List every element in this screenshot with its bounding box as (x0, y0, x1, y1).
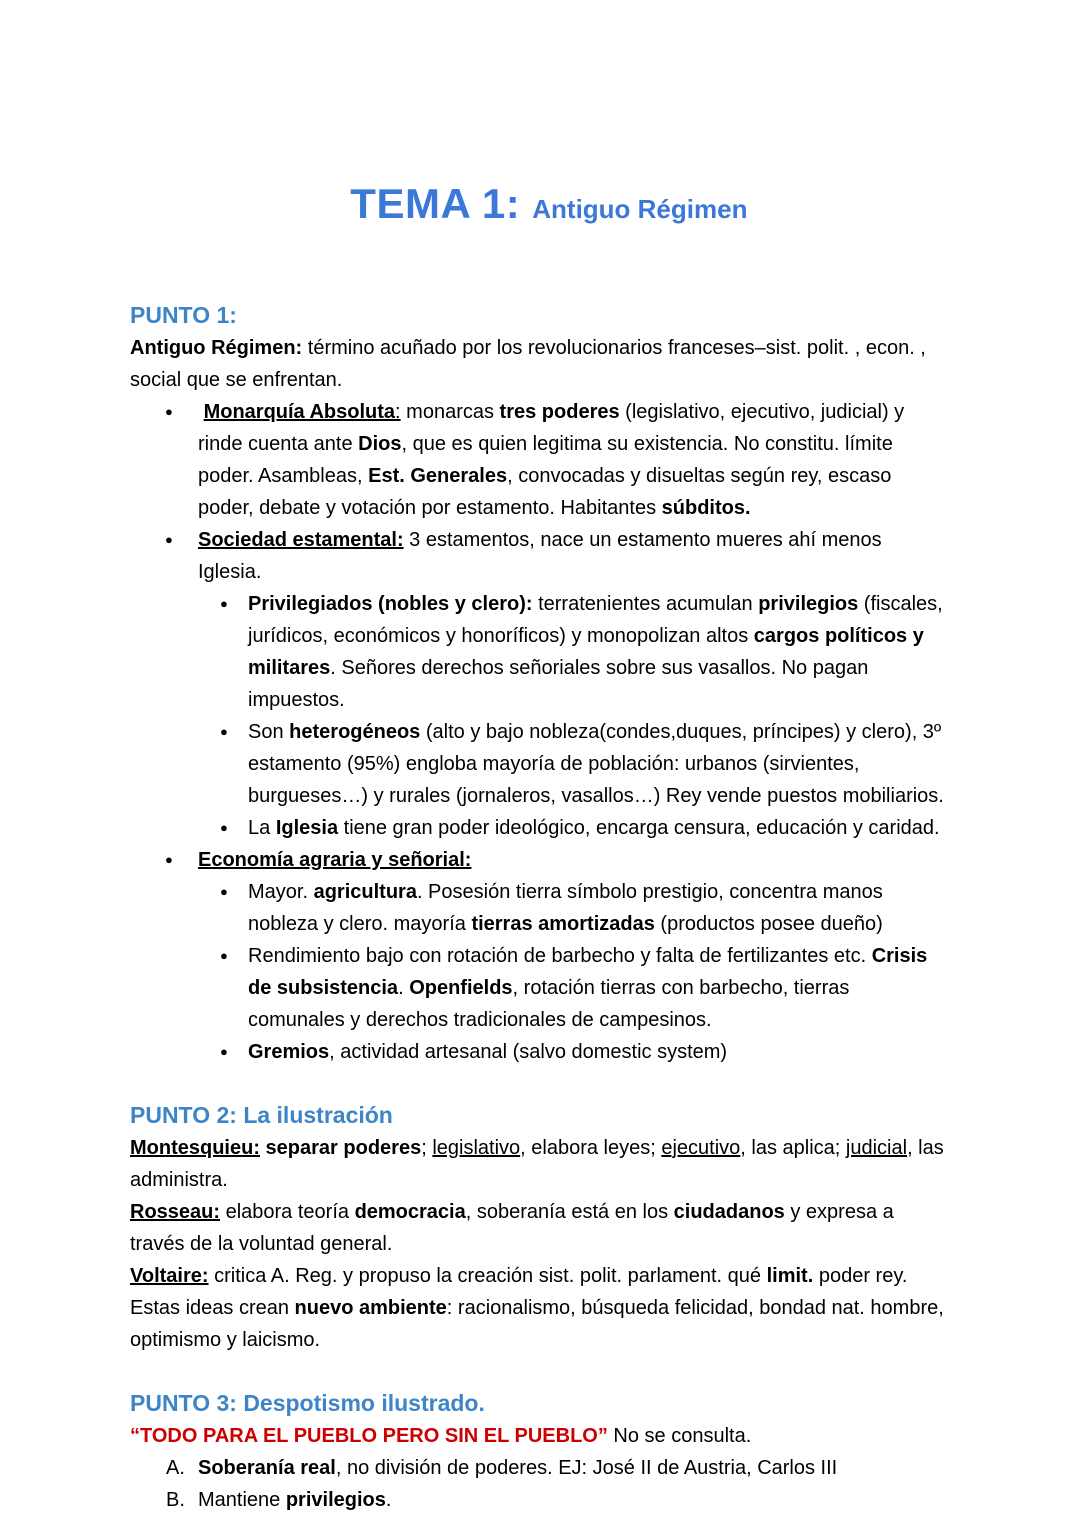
list-item-text (248, 812, 950, 844)
text-run: Sociedad estamental: (198, 529, 404, 551)
text-run: democracia (354, 1201, 466, 1223)
document-content (130, 298, 950, 1516)
text-run: terratenientes acumulan (532, 593, 759, 615)
text-run: , que es quien legitima su existencia. No constitu. límite poder. Asambleas, (198, 433, 899, 487)
text-run: privilegios (285, 1489, 386, 1511)
text-run: Montesquieu: (130, 1137, 260, 1159)
text-run: . (398, 977, 410, 999)
list-item-text (198, 844, 950, 876)
bullet-item (220, 1036, 950, 1068)
paragraph (130, 1132, 950, 1196)
text-run: (alto y bajo nobleza(condes,duques, príncipes) y clero), 3º estamento (95%) engloba mayoría de población: urbanos (sirvientes, burgueses…) y rurales (jornaleros, vasallos…) Rey vende puestos mobiliarios. (248, 721, 947, 807)
letter-item (166, 1452, 950, 1484)
paragraph (130, 1420, 950, 1452)
title-main: TEMA 1: (350, 180, 521, 227)
text-run: . Posesión tierra símbolo prestigio, concentra manos nobleza y clero. mayoría (248, 881, 889, 935)
section-heading: PUNTO 1: (130, 302, 237, 328)
text-run: 3 estamentos, nace un estamento mueres ahí menos Iglesia. (198, 529, 888, 583)
text-run: (legislativo, ejecutivo, judicial) y rinde cuenta ante (198, 401, 910, 455)
text-run: limit. (766, 1265, 814, 1287)
text-run: No se consulta. (607, 1425, 752, 1447)
text-run: , las aplica; (740, 1137, 846, 1159)
text-run: poder rey. (813, 1265, 908, 1287)
text-run: súbditos. (661, 497, 751, 519)
bullet-item (220, 716, 950, 812)
bullet-icon: ● (220, 1044, 228, 1059)
letter-marker: A. (166, 1457, 185, 1479)
list-item-text (198, 1452, 950, 1484)
bullet-icon: ● (220, 596, 228, 611)
bullet-icon: ● (220, 724, 228, 739)
bullet-icon: ● (165, 852, 173, 867)
bullet-icon: ● (220, 948, 228, 963)
bullet-icon: ● (220, 820, 228, 835)
text-run: Rosseau: (130, 1201, 221, 1223)
text-run: Crisis de subsistencia (248, 945, 933, 999)
text-run: Soberanía real (198, 1457, 336, 1479)
text-run: Rendimiento bajo con rotación de barbecho y falta de fertilizantes etc. (248, 945, 872, 967)
text-run: Economía agraria y señorial: (198, 849, 472, 871)
list-item-text (248, 716, 950, 812)
text-run: Openfields (409, 977, 513, 999)
list-item-text (248, 588, 950, 716)
bullet-item (165, 524, 950, 588)
text-run: privilegios (758, 593, 859, 615)
text-run: : (395, 401, 401, 423)
text-run: Antiguo Régimen: (130, 337, 308, 359)
text-run: Privilegiados (nobles y clero): (248, 593, 533, 615)
text-run: (fiscales, jurídicos, económicos y honoríficos) y monopolizan altos (248, 593, 949, 647)
text-run: “TODO PARA EL PUEBLO PERO SIN EL PUEBLO” (130, 1425, 608, 1447)
text-run: Monarquía Absoluta (203, 401, 396, 423)
text-run: , soberanía está en los (465, 1201, 674, 1223)
text-run: legislativo (432, 1137, 521, 1159)
text-run: . Señores derechos señoriales sobre sus vasallos. No pagan impuestos. (248, 657, 874, 711)
bullet-item (220, 940, 950, 1036)
bullet-item (165, 396, 950, 524)
paragraph (130, 1196, 950, 1260)
list-item-text (248, 1036, 950, 1068)
paragraph (130, 1260, 950, 1292)
text-run: , las administra. (130, 1137, 950, 1191)
text-run: , convocadas y disueltas según rey, escaso poder, debate y votación por estamento. Habitantes (198, 465, 897, 519)
paragraph (130, 332, 950, 396)
text-run: cargos políticos y militares (248, 625, 930, 679)
text-run: , actividad artesanal (salvo domestic system) (329, 1041, 728, 1063)
text-run: Mayor. (248, 881, 314, 903)
text-run: nuevo ambiente (294, 1297, 447, 1319)
text-run: monarcas (400, 401, 500, 423)
bullet-icon: ● (220, 884, 228, 899)
text-run: , rotación tierras con barbecho, tierras comunales y derechos tradicionales de campesinos. (248, 977, 855, 1031)
bullet-icon: ● (165, 404, 173, 419)
text-run: ejecutivo (661, 1137, 741, 1159)
text-run: Mantiene (198, 1489, 286, 1511)
text-run: tres poderes (499, 401, 620, 423)
text-run: : racionalismo, búsqueda felicidad, bondad nat. hombre, optimismo y laicismo. (130, 1297, 950, 1351)
text-run: Voltaire: (130, 1265, 209, 1287)
text-run: La (248, 817, 276, 839)
list-item-text (198, 524, 950, 588)
bullet-item (165, 844, 950, 876)
text-run: tiene gran poder ideológico, encarga censura, educación y caridad. (338, 817, 940, 839)
text-run: separar poderes (260, 1137, 422, 1159)
text-run: judicial (845, 1137, 908, 1159)
text-run: . (385, 1489, 392, 1511)
text-run: Son (248, 721, 290, 743)
document-title (130, 126, 950, 292)
text-run: critica A. Reg. y propuso la creación sist. polit. parlament. qué (208, 1265, 767, 1287)
section-heading: PUNTO 3: Despotismo ilustrado. (130, 1390, 485, 1416)
list-item-text (198, 1484, 950, 1516)
text-run: Gremios (248, 1041, 330, 1063)
bullet-icon: ● (165, 532, 173, 547)
text-run: elabora teoría (220, 1201, 355, 1223)
text-run: ; (421, 1137, 433, 1159)
text-run: Est. Generales (368, 465, 508, 487)
list-item-text (248, 876, 950, 940)
bullet-item (220, 876, 950, 940)
text-run: , elabora leyes; (520, 1137, 662, 1159)
text-run: Dios (358, 433, 402, 455)
text-run: agricultura (313, 881, 417, 903)
text-run: ciudadanos (673, 1201, 785, 1223)
title-sub: Antiguo Régimen (532, 194, 748, 224)
letter-item (166, 1484, 950, 1516)
list-item-text (248, 940, 950, 1036)
text-run: (productos posee dueño) (654, 913, 883, 935)
list-item-text (198, 396, 950, 524)
section-heading: PUNTO 2: La ilustración (130, 1102, 393, 1128)
text-run: y expresa a través de la voluntad general. (130, 1201, 900, 1255)
text-run: heterogéneos (289, 721, 421, 743)
text-run: Estas ideas crean (130, 1297, 295, 1319)
text-run: término acuñado por los revolucionarios franceses–sist. polit. , econ. , social que se enfrentan. (130, 337, 932, 391)
bullet-item (220, 812, 950, 844)
paragraph (130, 1292, 950, 1356)
text-run: tierras amortizadas (471, 913, 655, 935)
letter-marker: B. (166, 1489, 185, 1511)
text-run: , no división de poderes. EJ: José II de Austria, Carlos III (335, 1457, 838, 1479)
text-run: Iglesia (275, 817, 339, 839)
bullet-item (220, 588, 950, 716)
